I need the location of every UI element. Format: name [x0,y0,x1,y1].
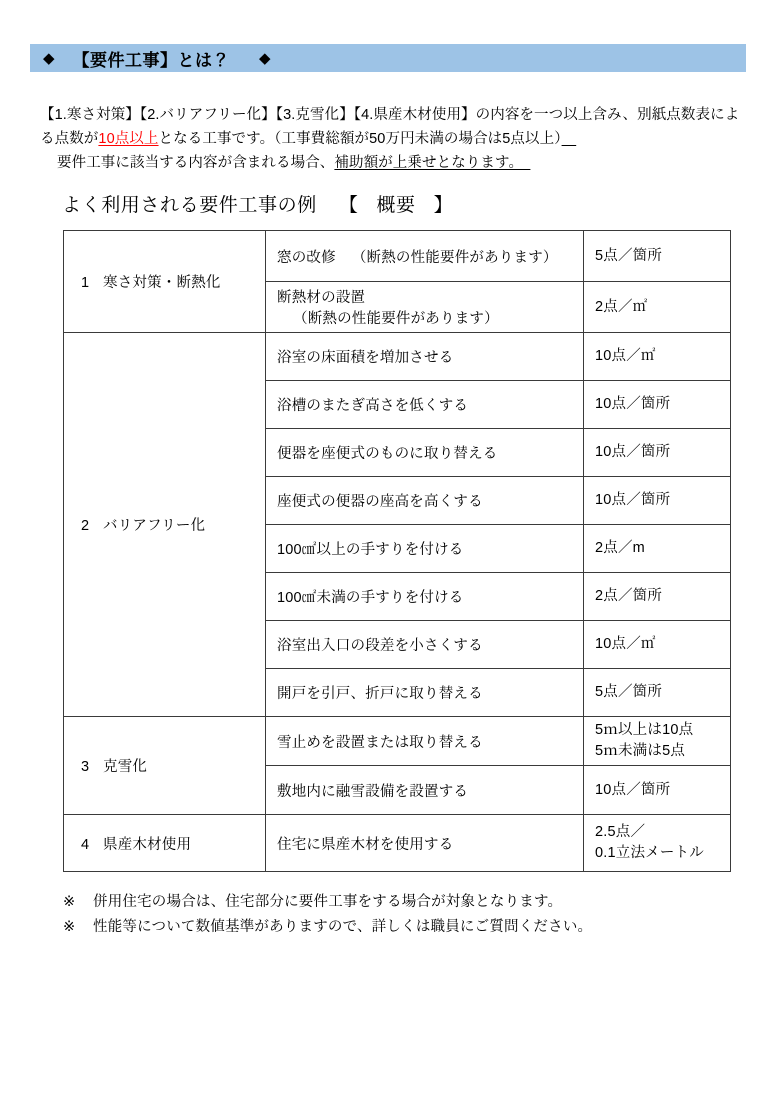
points-cell [584,477,731,525]
work-description-text: 便器を座便式のものに取り替える [277,446,498,462]
points-line-1: 10点／箇所 [595,781,671,798]
work-description [266,573,584,621]
work-description-text: 浴室の床面積を増加させる [277,350,454,366]
points-cell [584,669,731,717]
points-cell [584,766,731,815]
points-line-1: 10点／㎡ [595,636,656,652]
work-description-note: （断熱の性能要件があります） [351,249,558,266]
points-line-1: 2.5点／ [595,824,646,840]
work-description [266,815,584,872]
diamond-left-icon: ◆ [43,49,55,67]
category-name-2: バリアフリー化 [103,518,206,534]
points-line-1: 5点／箇所 [595,684,663,700]
footnotes [63,890,592,940]
points-line-1: 10点／箇所 [595,396,671,412]
points-line-2: 5ｍ未満は5点 [595,743,686,759]
category-cell-3 [64,717,266,815]
table-row [64,333,731,381]
work-description [266,333,584,381]
points-cell [584,429,731,477]
category-cell-4 [64,815,266,872]
subsidy-note-underlined: 補助額が上乗せとなります。 [334,155,531,171]
footnote-text: 併用住宅の場合は、住宅部分に要件工事をする場合が対象となります。 [93,894,563,910]
work-description [266,766,584,815]
points-line-1: 10点／㎡ [595,348,656,364]
work-description-note: （断熱の性能要件があります） [293,311,499,327]
intro-line-1-text: 【1.寒さ対策】【2.バリアフリー化】【3.克雪化】【4.県産木材使用】の内容を一つ以上含み、別紙点数表 [40,107,711,123]
work-description-text: 敷地内に融雪設備を設置する [277,783,469,800]
points-threshold-highlight: 10点以上 [98,131,159,147]
section-heading-label: 概要 [376,195,416,216]
reference-mark-icon: ※ [63,919,76,935]
work-description-text: 浴室出入口の段差を小さくする [277,638,483,654]
intro-line-2-suffix: となる工事です。（工事費総額が50万円未満の場合は5点以上） [158,131,562,147]
points-line-1: 2点／箇所 [595,588,663,604]
work-description [266,717,584,766]
points-cell [584,573,731,621]
section-heading-text: よく利用される要件工事の例 [62,195,317,216]
category-name-1: 寒さ対策・断熱化 [103,275,221,291]
work-description [266,429,584,477]
work-description [266,282,584,333]
table-row [64,717,731,766]
diamond-right-icon: ◆ [259,49,271,67]
category-number-3: 3 [81,759,90,775]
points-cell [584,381,731,429]
points-cell [584,282,731,333]
section-header-banner [30,44,746,72]
points-cell [584,815,731,872]
points-cell [584,525,731,573]
work-description [266,621,584,669]
footnote-text: 性能等について数値基準がありますので、詳しくは職員にご質問ください。 [93,919,593,935]
intro-line-2-prefix: による点数が [40,107,740,147]
category-number-1: 1 [81,275,90,291]
points-cell [584,231,731,282]
page-title [62,190,453,217]
bracket-open: 【 [338,195,359,216]
work-description-text: 100㎠以上の手すりを付ける [277,542,464,558]
work-description [266,477,584,525]
points-line-1: 10点／箇所 [595,444,671,460]
intro-line-2-tail [562,131,577,147]
bracket-close: 】 [433,195,454,216]
work-description-text: 座便式の便器の座高を高くする [277,494,483,510]
work-description-text: 住宅に県産木材を使用する [277,836,454,853]
work-description [266,231,584,282]
category-name-4: 県産木材使用 [103,836,192,853]
intro-line-1 [40,103,746,151]
points-cell [584,333,731,381]
intro-line-3-prefix: 要件工事に該当する内容が含まれる場合、 [57,155,335,171]
points-line-1: 5点／箇所 [595,247,663,264]
intro-paragraph [40,103,746,175]
table-row [64,815,731,872]
footnote-item [63,890,592,915]
work-description [266,669,584,717]
intro-line-3 [40,151,746,175]
points-line-1: 10点／箇所 [595,492,671,508]
work-description-text: 雪止めを設置または取り替える [277,734,483,751]
work-description [266,525,584,573]
work-description-text: 開戸を引戸、折戸に取り替える [277,686,483,702]
reference-mark-icon: ※ [63,894,76,910]
points-line-1: 5ｍ以上は10点 [595,722,694,738]
category-number-4: 4 [81,836,90,853]
points-cell [584,717,731,766]
category-number-2: 2 [81,518,90,534]
table-body [64,231,731,872]
work-description [266,381,584,429]
work-description-text: 100㎠未満の手すりを付ける [277,590,464,606]
category-name-3: 克雪化 [103,759,148,775]
requirement-works-table [63,230,731,872]
points-line-1: 2点／m [595,540,645,556]
category-cell-2 [64,333,266,717]
category-cell-1 [64,231,266,333]
table-row [64,231,731,282]
work-description-text: 断熱材の設置 [277,290,366,306]
points-cell [584,621,731,669]
work-description-text: 窓の改修 [277,249,336,266]
footnote-item [63,915,592,940]
work-description-text: 浴槽のまたぎ高さを低くする [277,398,469,414]
points-line-2: 0.1立法メートル [595,845,704,861]
header-title: 【要件工事】とは？ [72,50,231,70]
points-line-1: 2点／㎡ [595,298,648,315]
